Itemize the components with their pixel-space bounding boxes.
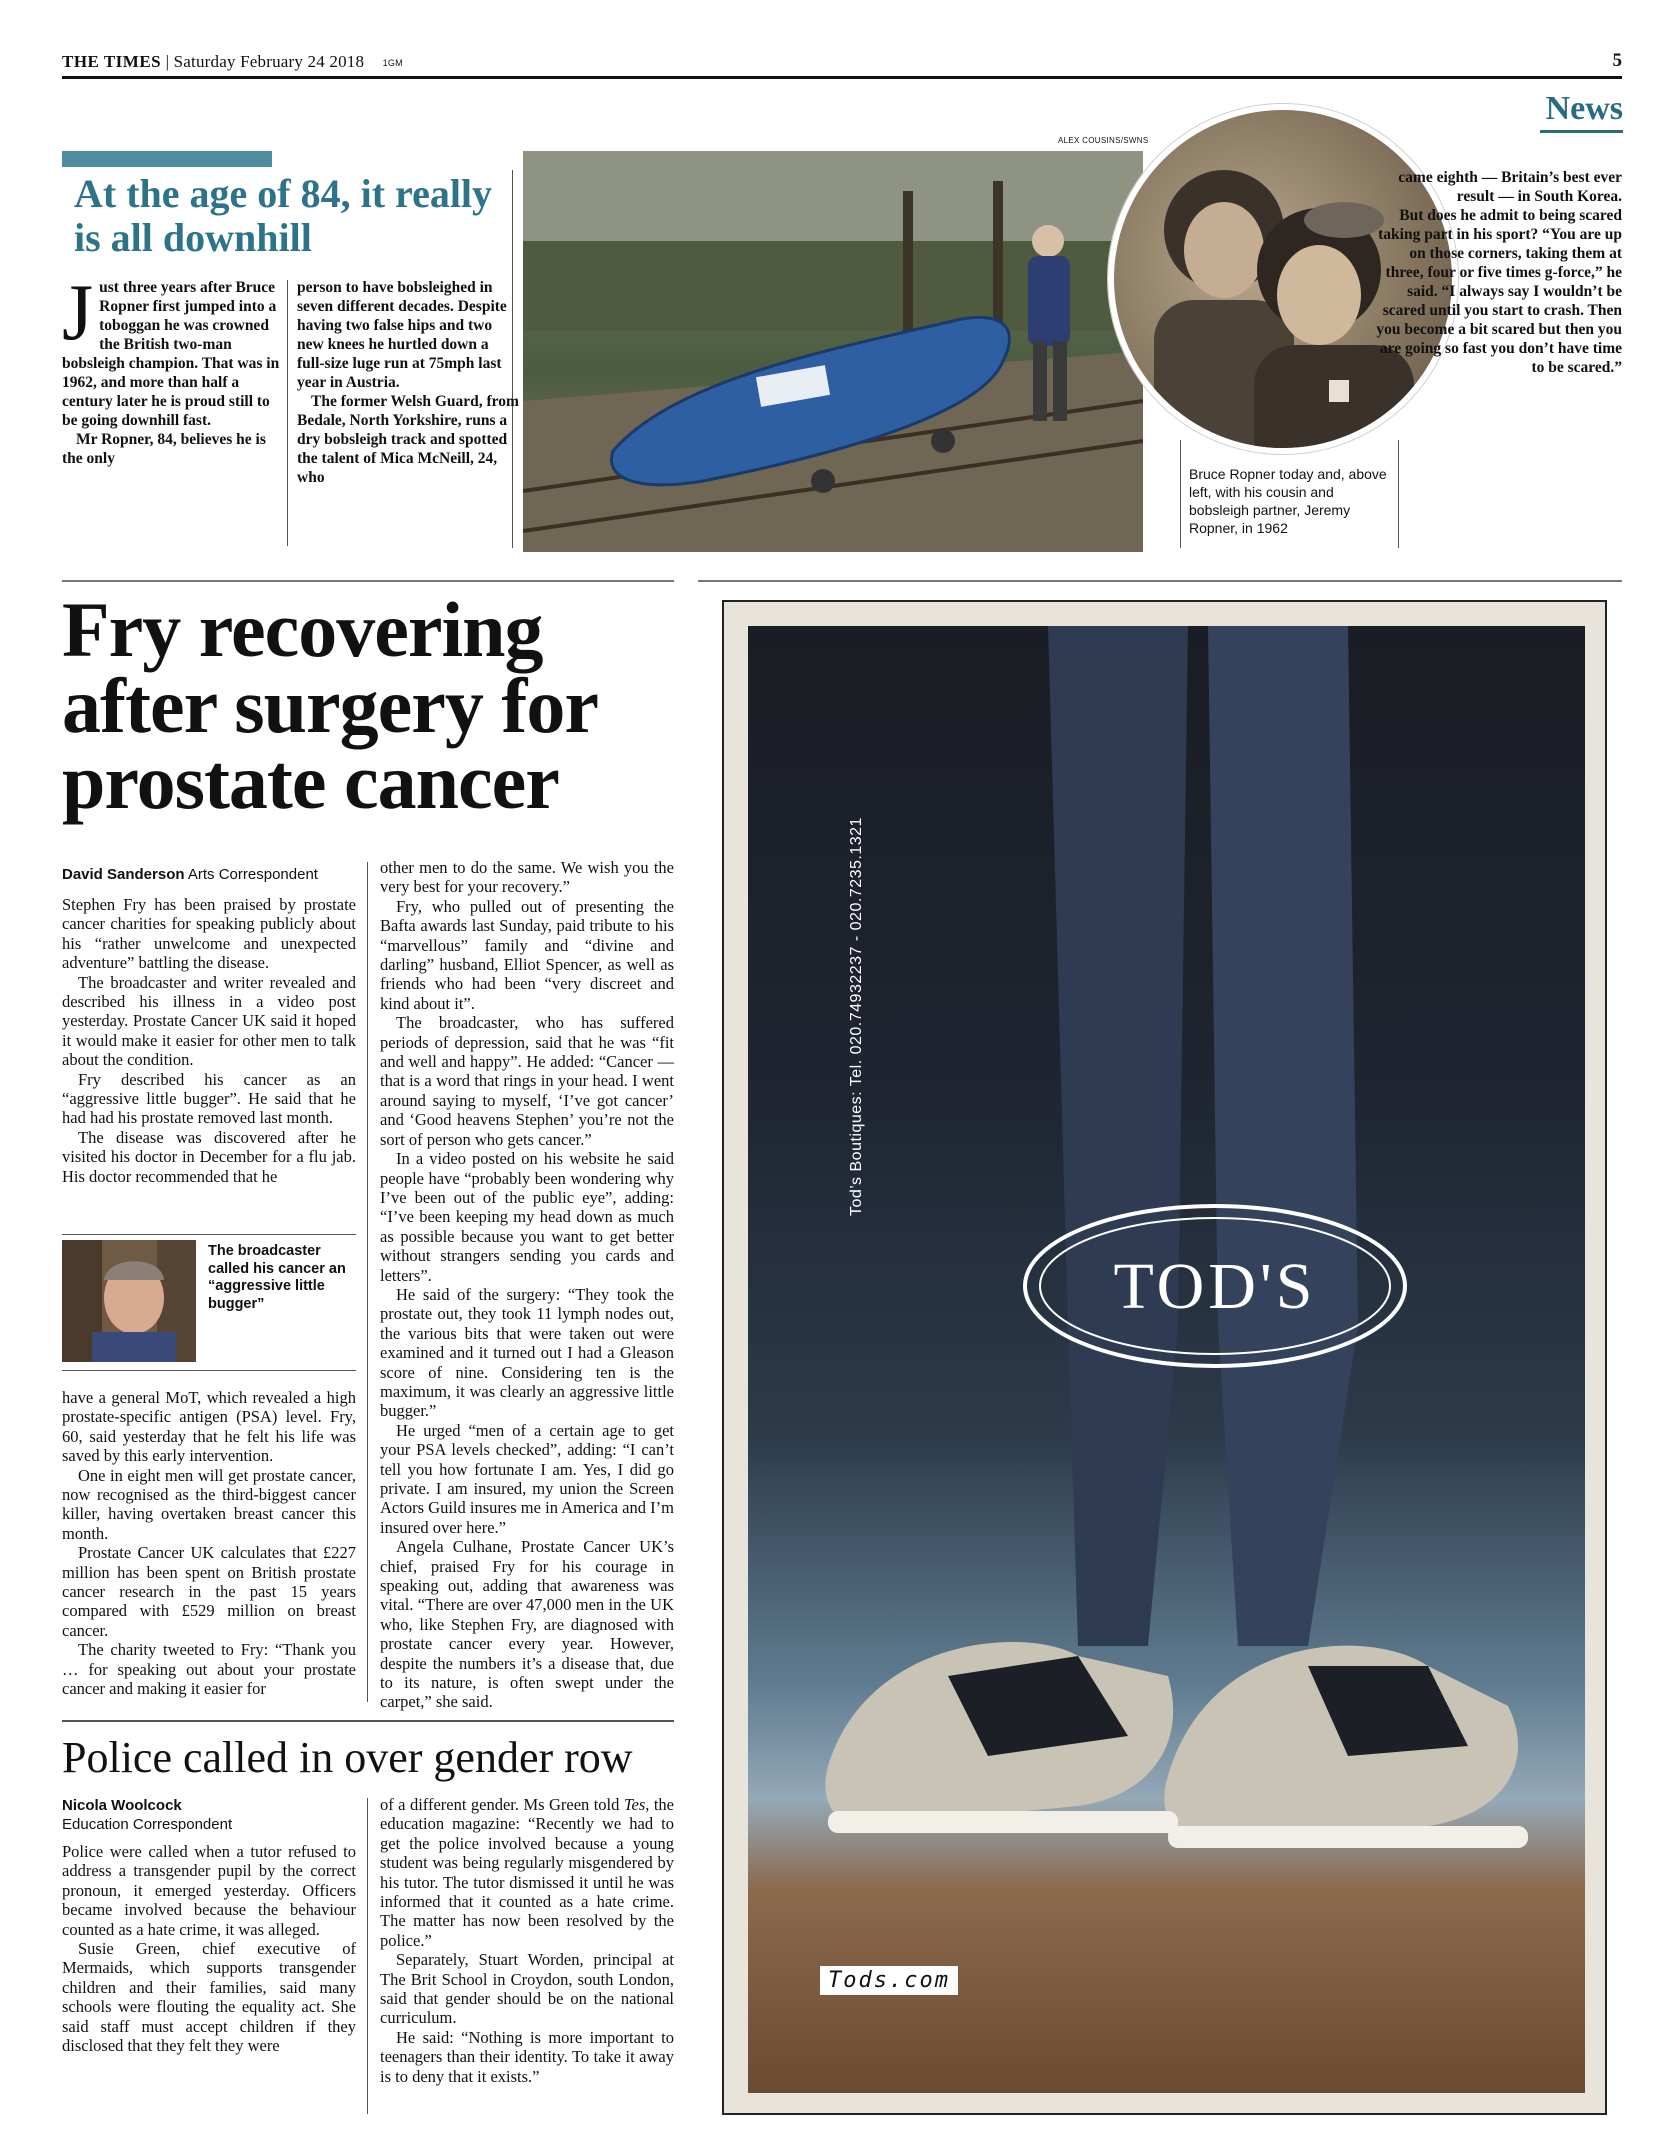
byline-name: David Sanderson: [62, 866, 185, 883]
article-paragraph: [380, 1795, 674, 1950]
article-paragraph: He said: “Nothing is more important to teenagers than their identity. To take it away is to deny that it exists.”: [380, 2027, 674, 2086]
feature-headline: At the age of 84, it really is all downhill: [74, 171, 493, 260]
stephen-fry-photo: [62, 1240, 196, 1362]
feature-paragraph: The former Welsh Guard, from Bedale, North Yorkshire, runs a dry bobsleigh track and spotted the talent of Mica McNeill, 24, who: [297, 393, 519, 486]
column-divider: [367, 862, 368, 1702]
byline: [62, 1796, 232, 1834]
article-paragraph: Prostate Cancer UK calculates that £227 million has been spent on British prostate cancer research in the past 15 years compared with £529 million on breast cancer.: [62, 1543, 356, 1640]
article-paragraph: The broadcaster and writer revealed and described his illness in a video post yesterday. Prostate Cancer UK said it hoped it would make it easier for other men to talk about the condition.: [62, 972, 356, 1070]
article-column-1: [62, 895, 356, 1186]
article-paragraph: Separately, Stuart Worden, principal at The Brit School in Croydon, south London, said that gender should be on the national curriculum.: [380, 1950, 674, 2028]
article-paragraph: Police were called when a tutor refused to address a transgender pupil by the correct pronoun, it emerged yesterday. Officers became involved because the behaviour counted as a hate crime, it was alleged.: [62, 1842, 356, 1939]
issue-date: Saturday February 24 2018: [173, 52, 365, 71]
article-rule: [62, 1720, 674, 1722]
advert-telephone: Tod’s Boutiques: Tel. 020.74932237 - 020.7235.1321: [848, 817, 865, 1216]
magazine-name: Tes: [623, 1795, 646, 1814]
article-paragraph: The disease was discovered after he visited his doctor in December for a flu jab. His doctor recommended that he: [62, 1127, 356, 1186]
feature-column-1: [62, 269, 282, 468]
feature-column-2: [297, 278, 519, 487]
article-paragraph: Fry, who pulled out of presenting the Bafta awards last Sunday, paid tribute to his “marvellous” family and “divine and darling” husband, Elliot Spencer, as well as friends who had been “very discreet and kind about it”.: [380, 896, 674, 1013]
article-column-1: [62, 1842, 356, 2055]
article-paragraph: He said of the surgery: “They took the prostate out, they took 11 lymph nodes out, the various bits that were taken out were examined and it turned out I had a Gleason score of nine. Considering ten is the maximum, it was clearly an aggressive little bugger.”: [380, 1284, 674, 1421]
feature-paragraph: person to have bobsleighed in seven different decades. Despite having two false hips and two new knees he hurtled down a full-size luge run at 75mph last year in Austria.: [297, 279, 507, 391]
article-paragraph: Fry described his cancer as an “aggressive little bugger”. He said that he had had his prostate removed last month.: [62, 1069, 356, 1128]
advert-url: Tods.com: [820, 1966, 958, 1995]
feature-paragraph: Mr Ropner, 84, believes he is the only: [62, 431, 266, 467]
article-headline: Fry recovering after surgery for prostate cancer: [62, 586, 597, 825]
article-rule: [62, 580, 674, 582]
byline-name: Nicola Woolcock: [62, 1797, 182, 1814]
feature-paragraph: But does he admit to being scared taking part in his sport? “You are up on those corners, taking them at three, four or five times g-force,” he said. “I always say I wouldn’t be scared until you start to crash. Then you become a bit scared but then you are going so fast you don’t have time to be scared.”: [1376, 207, 1622, 376]
article-paragraph: The charity tweeted to Fry: “Thank you … for speaking out about your prostate cancer and making it easier for: [62, 1640, 356, 1699]
column-divider: [367, 1798, 368, 2114]
feature-paragraph: came eighth — Britain’s best ever result — in South Korea.: [1398, 169, 1622, 205]
drop-cap: J: [62, 269, 94, 357]
advert-photo: [748, 626, 1585, 2093]
masthead-left: [62, 52, 403, 72]
feature-accent-bar: [62, 151, 272, 167]
bobsleigh-photo: [523, 151, 1143, 552]
photo-caption: Bruce Ropner today and, above left, with his cousin and bobsleigh partner, Jeremy Ropner, in 1962: [1189, 466, 1387, 536]
byline-role: Education Correspondent: [62, 1816, 233, 1833]
edition-code: 1GM: [382, 58, 403, 69]
article-paragraph: Stephen Fry has been praised by prostate cancer charities for speaking publicly about his “rather unwelcome and unexpected adventure” battling the disease.: [62, 895, 356, 973]
bobsleigh-illustration: [523, 151, 1143, 552]
brand-name: TOD'S: [1113, 1250, 1317, 1323]
page-number: 5: [1612, 50, 1622, 71]
inset-caption: The broadcaster called his cancer an “aggressive little bugger”: [208, 1243, 346, 1312]
feature-column-3: [1370, 168, 1622, 377]
column-divider: [287, 280, 288, 546]
article-headline: Police called in over gender row: [62, 1733, 633, 1782]
advert-rule: [698, 580, 1622, 582]
newspaper-name: THE TIMES: [62, 52, 162, 71]
article-paragraph: have a general MoT, which revealed a high prostate-specific antigen (PSA) level. Fry, 60, said yesterday that he felt his life was saved by this early intervention.: [62, 1388, 356, 1466]
article-paragraph: Susie Green, chief executive of Mermaids, which supports transgender children and their families, said many schools were flouting the equality act. She said staff must accept children if they disclosed that they felt they were: [62, 1939, 356, 2056]
article-paragraph: He urged “men of a certain age to get your PSA levels checked”, adding: “I can’t tell you how fortunate I am. Yes, I did go private. I am insured, my union the Screen Actors Guild insures me in America and I’m insured over here.”: [380, 1420, 674, 1537]
inset-rule: [62, 1234, 356, 1235]
article-paragraph: Angela Culhane, Prostate Cancer UK’s chief, praised Fry for his courage in speaking out, adding that awareness was vital. “There are over 47,000 men in the UK who, like Stephen Fry, are diagnosed with prostate cancer every year. However, despite the numbers it’s a disease that, due to its nature, is often swept under the carpet,” she said.: [380, 1537, 674, 1712]
section-label: News: [1545, 90, 1623, 127]
paragraph-text: of a different gender. Ms Green told: [380, 1795, 624, 1814]
masthead-rule: [62, 76, 1622, 79]
article-paragraph: The broadcaster, who has suffered periods of depression, said that he was “fit and well and happy”. He added: “Cancer — that is a word that rings in your head. I went around saying to myself, ‘I’ve got cancer’ and ‘Good heavens Stephen’ you’re not the sort of person who gets cancer.”: [380, 1013, 674, 1149]
masthead-separator: |: [165, 52, 170, 71]
tods-logo: [1010, 1196, 1420, 1376]
photo-credit: ALEX COUSINS/SWNS: [1058, 136, 1149, 145]
paragraph-text: , the education magazine: “Recently we had to get the police involved because a young student was being regularly misgendered by his tutor. The tutor dismissed it until he was informed that it counted as a hate crime. The matter has now been resolved by the police.”: [380, 1795, 674, 1950]
column-divider: [1398, 440, 1399, 548]
fry-portrait-illustration: [62, 1240, 196, 1362]
article-paragraph: One in eight men will get prostate cancer, now recognised as the third-biggest cancer killer, having overtaken breast cancer this month.: [62, 1465, 356, 1543]
feature-paragraph: ust three years after Bruce Ropner first jumped into a toboggan he was crowned the British two-man bobsleigh champion. That was in 1962, and more than half a century later he is proud still to be going downhill fast.: [62, 279, 280, 429]
byline: [62, 866, 318, 883]
column-divider: [1180, 440, 1181, 548]
tods-advert-image: [722, 600, 1607, 2115]
section-rule: [1540, 130, 1623, 133]
article-column-2: [380, 1795, 674, 2086]
article-column-1-continued: [62, 1388, 356, 1699]
article-paragraph: other men to do the same. We wish you the very best for your recovery.”: [380, 858, 674, 897]
inset-rule: [62, 1370, 356, 1371]
article-paragraph: In a video posted on his website he said people have “probably been wondering why I’ve been out of the public eye”, adding: “I’ve been keeping my head down as much as possible because you want to get better without strangers sending you cards and letters”.: [380, 1149, 674, 1285]
article-column-2: [380, 858, 674, 1712]
byline-role: Arts Correspondent: [187, 866, 318, 883]
